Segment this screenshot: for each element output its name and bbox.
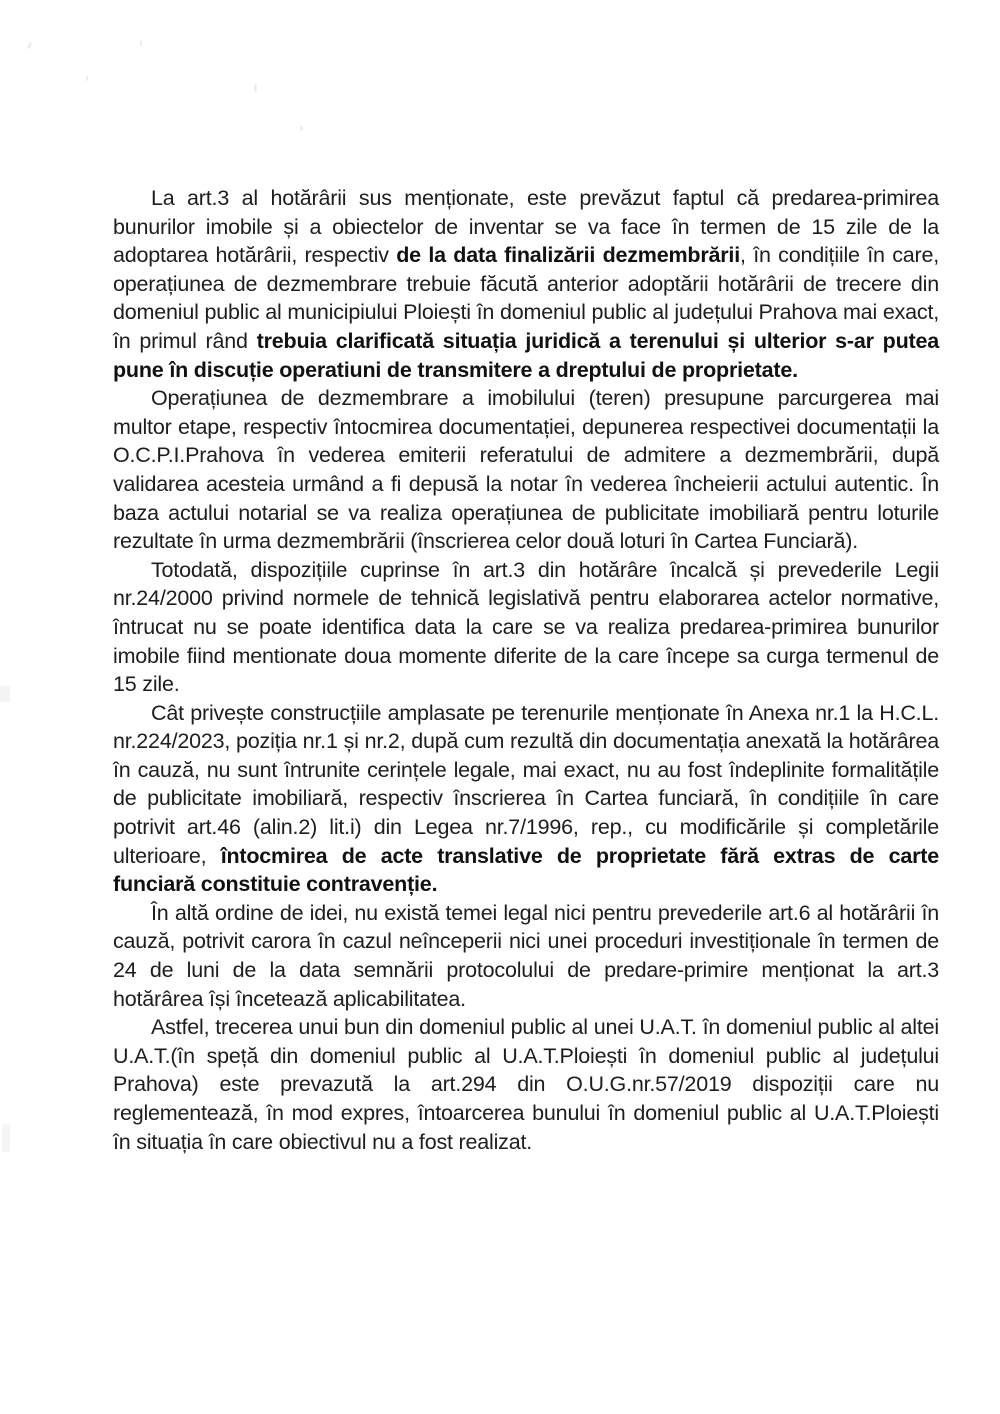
text-run: , în condițiile în care, operațiunea de dezmembrare trebuie făcută anterior adoptării hotărârii de trecere din domeniul public al municipiului Ploiești în domeniul public al județului Prahova mai exact, în primul rând	[113, 243, 940, 353]
text-run: În altă ordine de idei, nu există temei legal nici pentru prevederile art.6 al hotărârii în cauză, potrivit carora în cazul neînceperii nici unei proceduri investiționale în termen de 24 de luni de la data semnării protocolului de predare-primire menționat la art.3 hotărârea își încetează aplicabilitatea.	[113, 900, 939, 1011]
scan-artifact	[0, 686, 10, 702]
paragraph	[113, 384, 939, 556]
text-run: Operațiunea de dezmembrare a imobilului (teren) presupune parcurgerea mai multor etape, respectiv întocmirea documentației, depunerea respectivei documentații la O.C.P.I.Prahova în vederea emiterii referatului de admitere a dezmembrării, după validarea acesteia urmând a fi depusă la notar în vederea încheierii actului autentic. În baza actului notarial se va realiza operațiunea de publicitate imobiliară pentru loturile rezultate în urma dezmembrării (înscrierea celor două loturi în Cartea Funciară).	[113, 386, 939, 554]
paragraph	[113, 556, 939, 699]
paragraph	[113, 1013, 939, 1156]
scan-artifact	[86, 76, 88, 81]
text-run: Totodată, dispozițiile cuprinse în art.3 din hotărâre încalcă și prevederile Legii nr.24/2000 privind normele de tehnică legislativă pentru elaborarea actelor normative, întrucat nu se poate identifica data la care se va realiza predarea-primirea bunurilor imobile fiind mentionate doua momente diferite de la care începe sa curga termenul de 15 zile.	[113, 557, 939, 697]
scan-artifact	[2, 1124, 10, 1152]
scan-artifact	[27, 42, 32, 50]
paragraph	[113, 184, 939, 384]
scan-artifact	[300, 126, 303, 131]
scan-artifact	[254, 84, 257, 92]
text-run: Cât privește construcțiile amplasate pe terenurile menționate în Anexa nr.1 la H.C.L. nr.224/2023, poziția nr.1 și nr.2, după cum rezultă din documentația anexată la hotărârea în cauză, nu sunt întrunite cerințele legale, mai exact, nu au fost îndeplinite formalitățile de publicitate imobiliară, respectiv înscrierea în Cartea funciară, în condițiile în care potrivit art.46 (alin.2) lit.i) din Legea nr.7/1996, rep., cu modificările și completările ulterioare,	[113, 700, 939, 868]
paragraph	[113, 899, 939, 1013]
bold-text-run: întocmirea de acte translative de proprietate fără extras de carte funciară constituie contravenție.	[113, 843, 939, 897]
text-run: Astfel, trecerea unui bun din domeniul public al unei U.A.T. în domeniul public al altei U.A.T.(în speță din domeniul public al U.A.T.Ploiești în domeniul public al județului Prahova) este prevazută la art.294 din O.U.G.nr.57/2019 dispoziții care nu reglementează, în mod expres, întoarcerea bunului în domeniul public al U.A.T.Ploiești în situația în care obiectivul nu a fost realizat.	[113, 1015, 939, 1154]
scan-artifact	[140, 40, 142, 46]
paragraph	[113, 699, 939, 899]
text-run: La art.3 al hotărârii sus menționate, este prevăzut faptul că predarea-primirea bunurilor imobile și a obiectelor de inventar se va face în termen de 15 zile de la adoptarea hotărârii, respectiv	[113, 186, 939, 268]
document-body	[113, 184, 939, 1156]
bold-text-run: de la data finalizării dezmembrării	[396, 243, 740, 268]
bold-text-run: trebuia clarificată situația juridică a terenului și ulterior s-ar putea pune în discuție operatiuni de transmitere a dreptului de proprietate.	[113, 328, 939, 382]
